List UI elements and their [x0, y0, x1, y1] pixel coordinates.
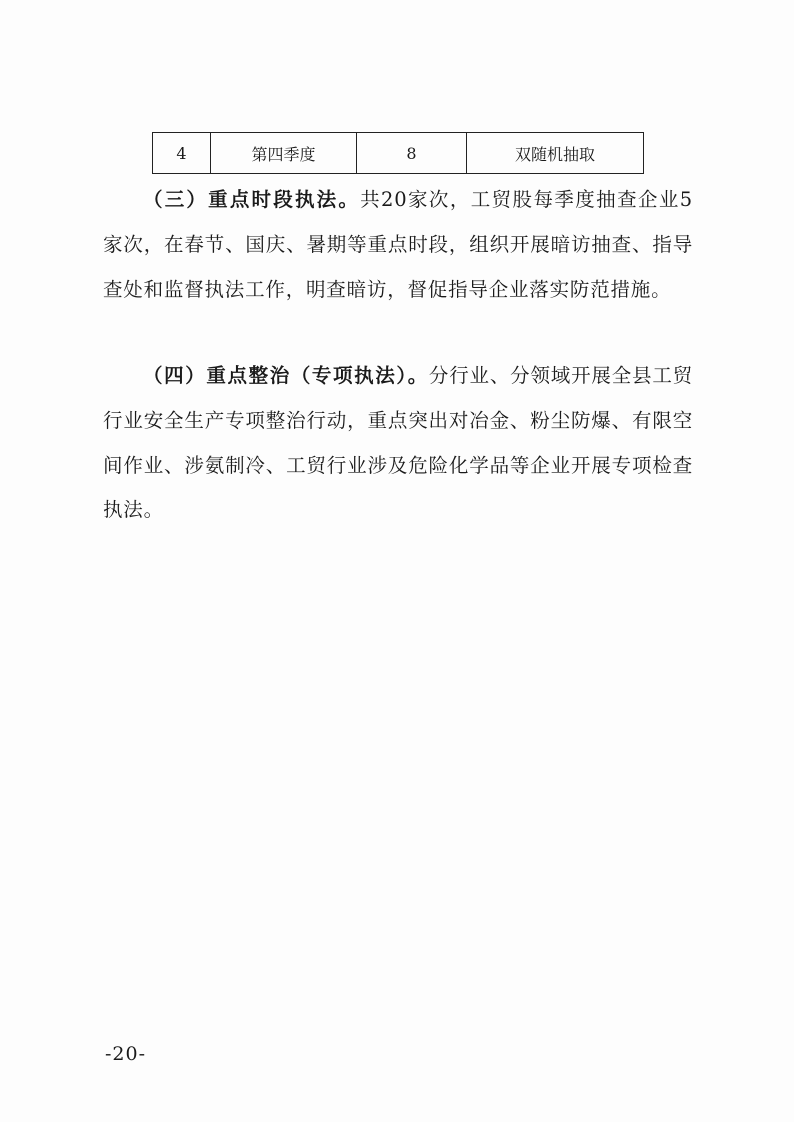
table-cell-count: 8: [357, 133, 467, 173]
paragraph-heading: （三）重点时段执法。: [143, 188, 361, 211]
table-cell-quarter: 第四季度: [211, 133, 357, 173]
table-cell-method: 双随机抽取: [514, 144, 595, 164]
page-number: -20-: [105, 1043, 147, 1065]
table-cell-index: 4: [153, 133, 211, 173]
paragraph-body: 分行业、分领域开展全县工贸行业安全生产专项整治行动，重点突出对冶金、粉尘防爆、有限空间作业、涉氨制冷、工贸行业涉及危险化学品等企业开展专项检查执法。: [103, 364, 693, 522]
paragraph-heading: （四）重点整治（专项执法）。: [143, 364, 429, 387]
schedule-table-row: [152, 132, 644, 174]
paragraph-key-period-enforcement: [103, 178, 693, 312]
paragraph-special-rectification: [103, 354, 693, 533]
paragraph-body: 共20家次，工贸股每季度抽查企业5家次，在春节、国庆、暑期等重点时段，组织开展暗访抽查、指导查处和监督执法工作，明查暗访，督促指导企业落实防范措施。: [103, 188, 693, 301]
